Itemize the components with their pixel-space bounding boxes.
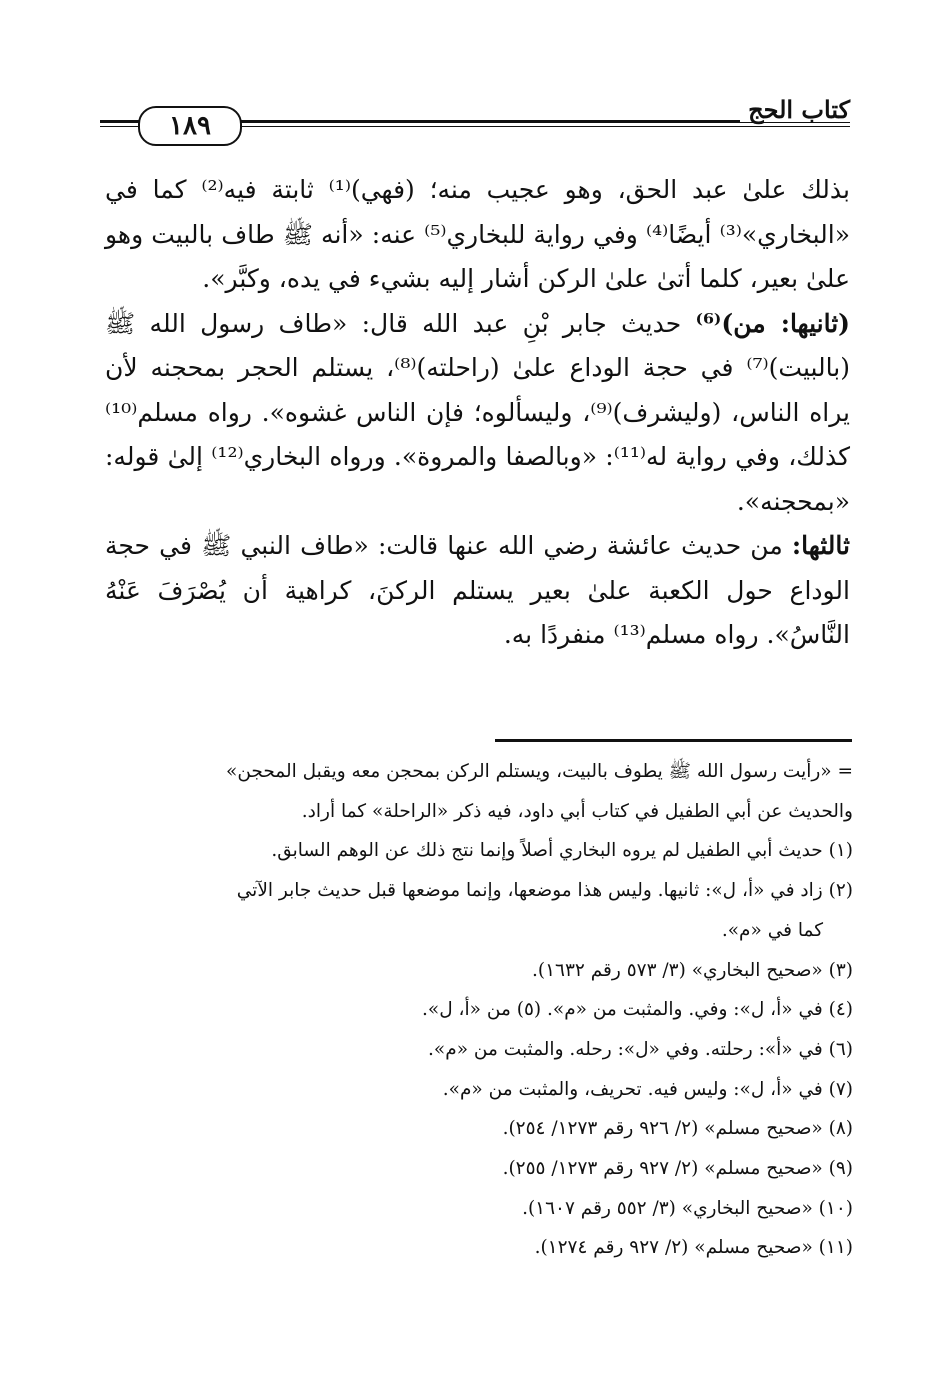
footnote-line: كما في «م». [721,919,823,941]
footnote-line: (١) حديث أبي الطفيل لم يروه البخاري أصلاً وإنما نتج ذلك عن الوهم السابق. [271,840,853,862]
chapter-title: كتاب الحج [740,98,850,122]
paragraph-2-text: حديث جابر بْنِ عبد الله قال: «طاف رسول الله ﷺ (بالبيت)⁽⁷⁾ في حجة الوداع علىٰ (راحلته)⁽⁸⁾، يستلم الحجر بمحجنه لأن يراه الناس، (وليشرف)⁽⁹⁾، وليسألوه؛ فإن الناس غشوه». رواه مسلم⁽¹⁰⁾ كذلك، وفي رواية له⁽¹¹⁾: «وبالصفا والمروة». ورواه البخاري⁽¹²⁾ إلىٰ قوله: «بمحجنه». [105,308,850,516]
footnote-line: (١١) «صحيح مسلم» (٢/ ٩٢٧ رقم ١٢٧٤). [534,1237,853,1259]
footnote-line: (٨) «صحيح مسلم» (٢/ ٩٢٦ رقم ١٢٧٣/ ٢٥٤). [502,1118,853,1140]
paragraph-3-text: من حديث عائشة رضي الله عنها قالت: «طاف النبي ﷺ في حجة الوداع حول الكعبة علىٰ بعير يستلم الركنَ، كراهية أن يُصْرَفَ عَنْهُ النَّاسُ». رواه مسلم⁽¹³⁾ منفردًا به. [105,531,850,649]
footnote-line: (٤) في «أ، ل»: وفي. والمثبت من «م». (٥) من «أ، ل». [422,999,853,1021]
page-number: ١٨٩ [138,106,242,146]
footnotes [105,752,853,1268]
footnote-line: (٣) «صحيح البخاري» (٣/ ٥٧٣ رقم ١٦٣٢). [532,959,853,981]
paragraph-3 [105,524,850,658]
footnote-line: (٧) في «أ، ل»: وليس فيه. تحريف، والمثبت من «م». [442,1078,853,1100]
paragraph-2-lead: (ثانيها: من)⁽⁶⁾ [695,308,850,338]
paragraph-1: بذلك علىٰ عبد الحق، وهو عجيب منه؛ (فهي)⁽¹⁾ ثابتة فيه⁽²⁾ كما في «البخاري»⁽³⁾ أيضًا⁽⁴⁾ وفي رواية للبخاري⁽⁵⁾ عنه: «أنه ﷺ طاف بالبيت وهو علىٰ بعير، كلما أتىٰ علىٰ الركن أشار إليه بشيء في يده، وكبَّر». [105,175,850,293]
footnote-separator [495,739,852,742]
paragraph-2 [105,302,850,525]
page-header [100,96,850,146]
footnote-line: والحديث عن أبي الطفيل في كتاب أبي داود، فيه ذكر «الراحلة» كما أراد. [301,800,853,822]
footnote-line: (١٠) «صحيح البخاري» (٣/ ٥٥٢ رقم ١٦٠٧). [522,1197,853,1219]
footnote-line: = «رأيت رسول الله ﷺ يطوف بالبيت، ويستلم الركن بمحجن معه ويقبل المحجن» [226,761,853,782]
footnote-line: (٦) في «أ»: رحلته. وفي «ل»: رحله. والمثبت من «م». [428,1038,853,1060]
paragraph-3-lead: ثالثها: [791,531,850,560]
main-text [105,168,850,658]
footnote-line: (٢) زاد في «أ، ل»: ثانيها. وليس هذا موضعها، وإنما موضعها قبل حديث جابر الآتي [236,880,853,902]
footnote-line: (٩) «صحيح مسلم» (٢/ ٩٢٧ رقم ١٢٧٣/ ٢٥٥). [502,1158,853,1180]
